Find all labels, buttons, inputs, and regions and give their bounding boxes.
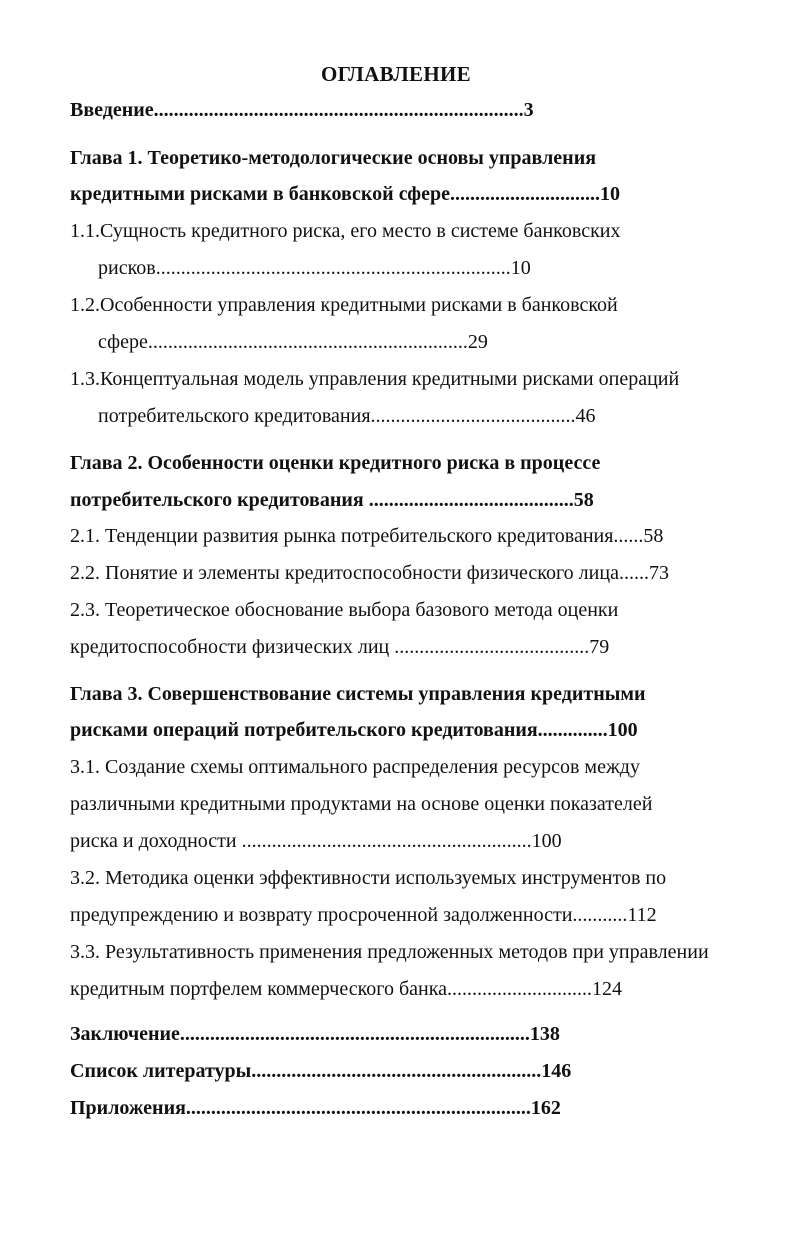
toc-entry-intro: Введение..........................................................................3 — [70, 99, 534, 121]
toc-chapter-1-line-1: Глава 1. Теоретико-методологические основы управления — [70, 147, 597, 169]
toc-section-1-2-line-1: 1.2.Особенности управления кредитными рисками в банковской — [70, 294, 618, 316]
toc-chapter-2-line-1: Глава 2. Особенности оценки кредитного риска в процессе — [70, 452, 601, 474]
toc-section-2-3-line-1: 2.3. Теоретическое обоснование выбора базового метода оценки — [70, 599, 619, 621]
toc-entry-references: Список литературы..........................................................146 — [70, 1060, 572, 1082]
toc-section-1-2-line-2: сфере................................................................29 — [98, 331, 488, 353]
toc-chapter-3-line-1: Глава 3. Совершенствование системы управления кредитными — [70, 683, 646, 705]
toc-entry-appendices: Приложения.....................................................................162 — [70, 1097, 561, 1119]
toc-chapter-1-line-2: кредитными рисками в банковской сфере..............................10 — [70, 183, 621, 205]
toc-section-3-2-line-2: предупреждению и возврату просроченной задолженности...........112 — [70, 904, 657, 926]
toc-section-2-2: 2.2. Понятие и элементы кредитоспособности физического лица......73 — [70, 562, 669, 584]
toc-section-3-1-line-1: 3.1. Создание схемы оптимального распределения ресурсов между — [70, 756, 640, 778]
toc-section-3-3-line-1: 3.3. Результативность применения предложенных методов при управлении — [70, 941, 709, 963]
toc-section-1-3-line-1: 1.3.Концептуальная модель управления кредитными рисками операций — [70, 368, 680, 390]
toc-section-3-1-line-2: различными кредитными продуктами на основе оценки показателей — [70, 793, 653, 815]
toc-section-3-3-line-2: кредитным портфелем коммерческого банка.............................124 — [70, 978, 623, 1000]
toc-entry-conclusion: Заключение......................................................................138 — [70, 1023, 560, 1045]
toc-section-3-1-line-3: риска и доходности ..........................................................100 — [70, 830, 562, 852]
toc-section-1-1-line-1: 1.1.Сущность кредитного риска, его место в системе банковских — [70, 220, 621, 242]
toc-chapter-3-line-2: рисками операций потребительского кредитования..............100 — [70, 719, 638, 741]
page-title: ОГЛАВЛЕНИЕ — [321, 62, 471, 86]
toc-section-2-3-line-2: кредитоспособности физических лиц .......................................79 — [70, 636, 610, 658]
toc-chapter-2-line-2: потребительского кредитования .........................................58 — [70, 489, 594, 511]
toc-section-1-1-line-2: рисков.......................................................................10 — [98, 257, 531, 279]
toc-section-2-1: 2.1. Тенденции развития рынка потребительского кредитования......58 — [70, 525, 664, 547]
toc-section-1-3-line-2: потребительского кредитования.........................................46 — [98, 405, 596, 427]
toc-section-3-2-line-1: 3.2. Методика оценки эффективности используемых инструментов по — [70, 867, 667, 889]
